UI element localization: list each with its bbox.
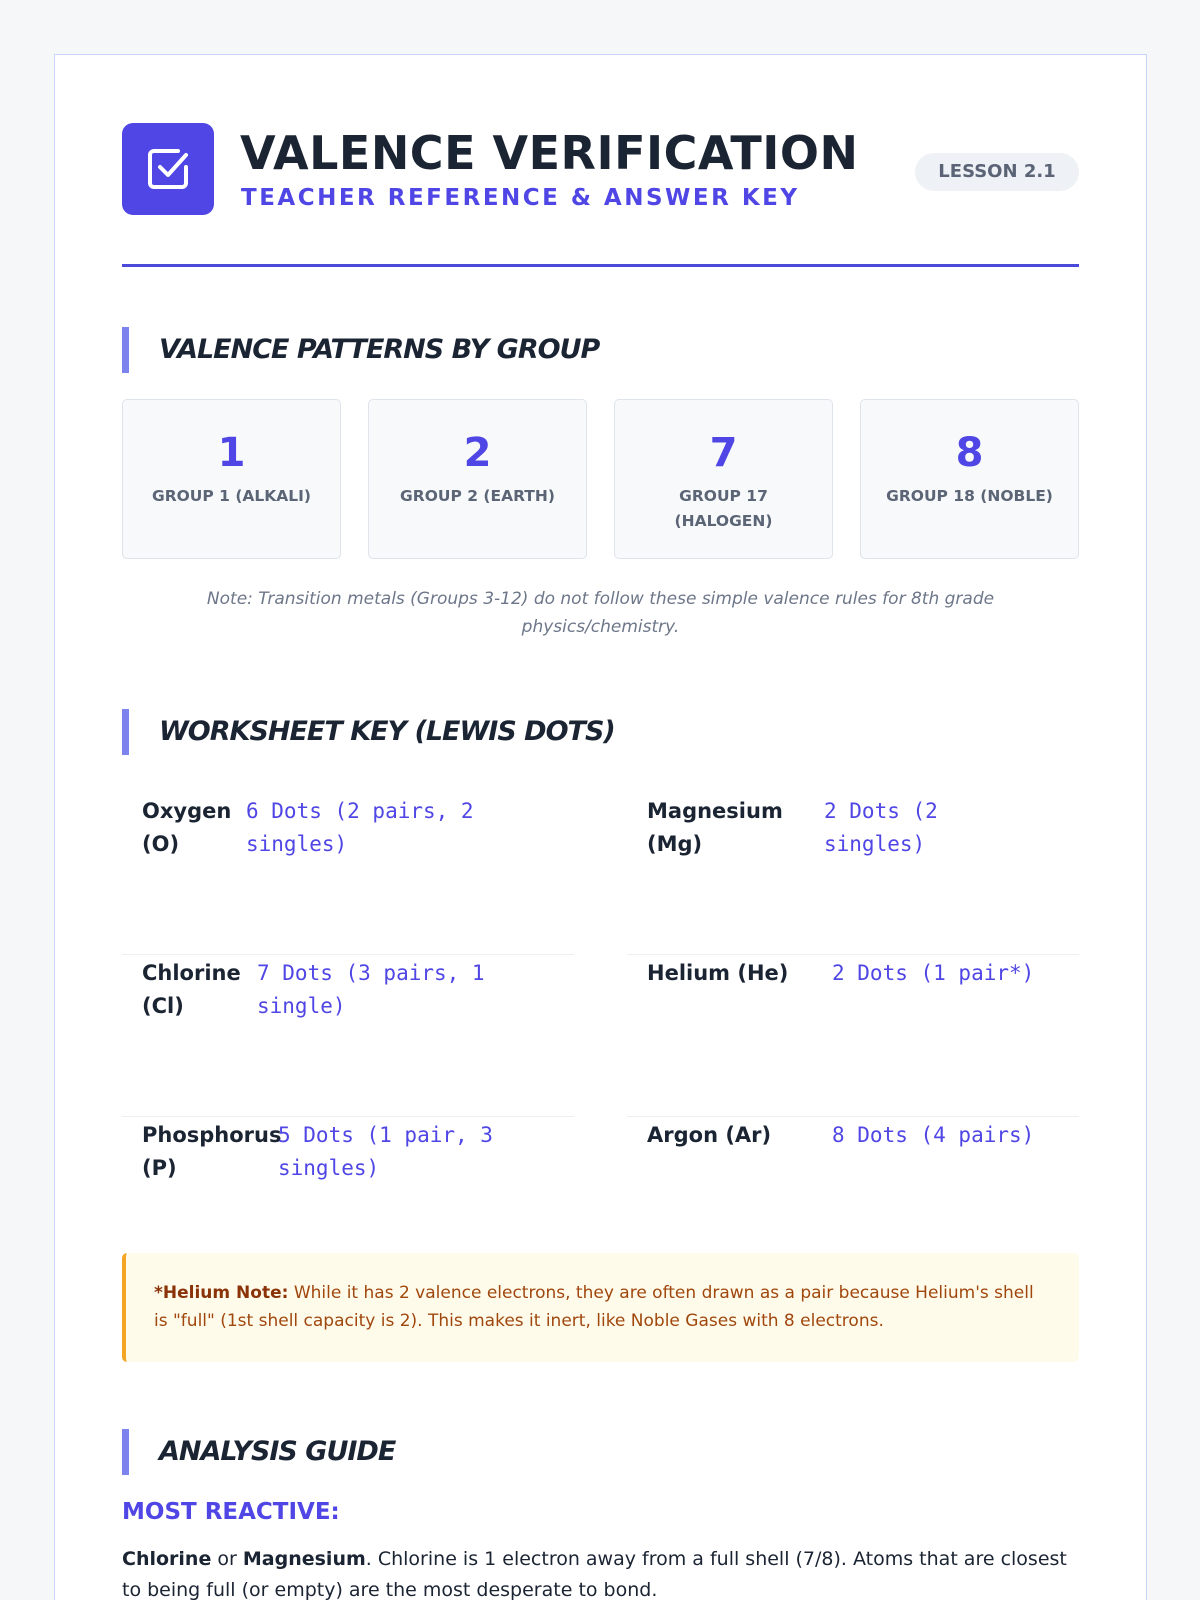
element-name: Chlorine (Cl) [142, 961, 241, 1018]
callout-label: *Helium Note: [154, 1283, 289, 1303]
section-heading-patterns: VALENCE PATTERNS BY GROUP [122, 327, 822, 373]
dot-answer: 5 Dots (1 pair, 3 singles) [278, 1123, 493, 1180]
checkbox-icon [144, 145, 192, 193]
dot-answer: 2 Dots (2 singles) [824, 799, 938, 856]
dot-answer: 8 Dots (4 pairs) [832, 1123, 1035, 1147]
dot-answer: 6 Dots (2 pairs, 2 singles) [246, 799, 474, 856]
group-card [368, 399, 587, 559]
element-name: Argon (Ar) [647, 1123, 772, 1147]
key-item-oxygen [122, 795, 574, 955]
group-valence-value: 8 [955, 430, 984, 476]
answer-magnesium: Magnesium [242, 1548, 366, 1570]
key-item-chlorine [122, 957, 574, 1117]
element-name: Magnesium (Mg) [647, 799, 783, 856]
lesson-badge: LESSON 2.1 [915, 153, 1079, 191]
most-reactive-label: MOST REACTIVE: [122, 1499, 340, 1525]
callout-text: While it has 2 valence electrons, they are often drawn as a pair because Helium's shell is "full" (1st shell capacity is 2). This makes it inert, like Noble Gases with 8 electrons. [154, 1283, 1034, 1331]
page-title: VALENCE VERIFICATION [240, 126, 859, 180]
page-subtitle: TEACHER REFERENCE & ANSWER KEY [241, 185, 800, 211]
most-reactive-explanation [122, 1544, 1079, 1600]
key-item-helium [627, 957, 1079, 1117]
answer-connector: or [217, 1548, 237, 1570]
group-card [122, 399, 341, 559]
logo [122, 123, 214, 215]
group-cards [122, 399, 1079, 559]
dot-answer: 2 Dots (1 pair*) [832, 961, 1035, 985]
group-label: GROUP 17 (HALOGEN) [674, 487, 773, 530]
group-valence-value: 7 [709, 430, 738, 476]
section-heading-analysis: ANALYSIS GUIDE [122, 1429, 822, 1475]
answer-chlorine: Chlorine [122, 1548, 212, 1570]
section-heading-worksheet: WORKSHEET KEY (LEWIS DOTS) [122, 709, 822, 755]
dot-answer: 7 Dots (3 pairs, 1 single) [257, 961, 485, 1018]
group-card [860, 399, 1079, 559]
element-name: Oxygen (O) [142, 799, 232, 856]
group-valence-value: 1 [217, 430, 246, 476]
group-label: GROUP 1 (ALKALI) [151, 487, 312, 505]
group-valence-value: 2 [463, 430, 492, 476]
page-header [122, 123, 1079, 267]
element-name: Helium (He) [647, 961, 789, 985]
group-label: GROUP 18 (NOBLE) [886, 487, 1053, 505]
transition-metals-note: Note: Transition metals (Groups 3-12) do not follow these simple valence rules for 8th grade physics/chemistry. [206, 589, 995, 637]
key-item-magnesium [627, 795, 1079, 955]
worksheet-page [54, 54, 1147, 1600]
group-card [614, 399, 833, 559]
element-name: Phosphorus (P) [142, 1123, 282, 1180]
group-label: GROUP 2 (EARTH) [400, 487, 555, 505]
helium-note-callout [122, 1253, 1079, 1362]
explanation-text: . Chlorine is 1 electron away from a full shell (7/8). Atoms that are closest to being full (or empty) are the most desperate to bond. [122, 1548, 1067, 1600]
